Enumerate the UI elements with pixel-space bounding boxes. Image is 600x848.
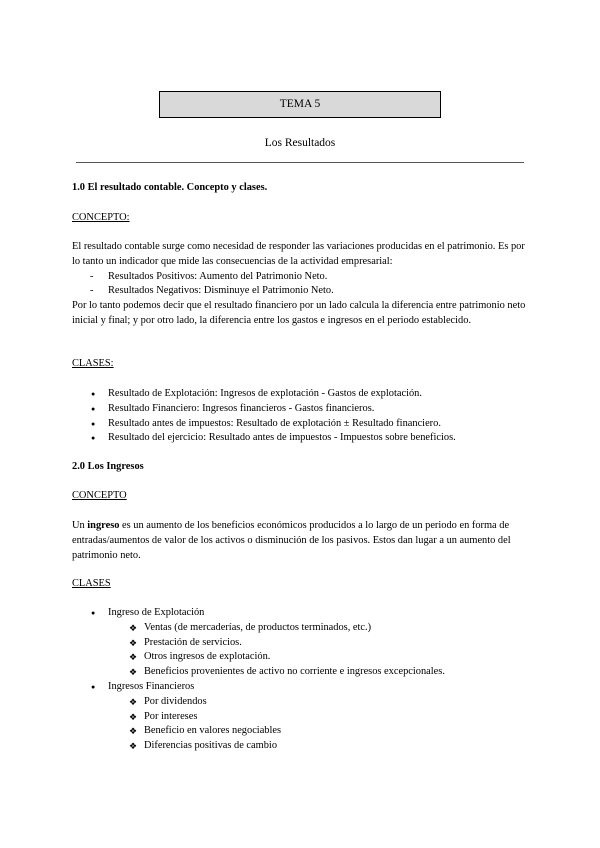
header-divider — [76, 162, 524, 163]
list-item: ❖ Beneficios provenientes de activo no corriente e ingresos excepcionales. — [108, 665, 532, 680]
group-label: Ingresos Financieros — [108, 680, 195, 692]
section-1-paragraph-2: Por lo tanto podemos decir que el resultado financiero por un lado calcula la diferencia entre patrimonio neto inicial y final; y por otro lado, la diferencia entre los gastos e ingresos en el periodo establecido. — [72, 300, 526, 326]
list-item: ❖ Beneficio en valores negociables — [108, 724, 532, 739]
list-item: ❖ Prestación de servicios. — [108, 636, 532, 651]
section-2-heading: 2.0 Los Ingresos — [72, 461, 144, 472]
section-2-clases-list — [72, 606, 532, 754]
section-2-clases-label: CLASES — [72, 578, 111, 589]
list-item: ❖ Otros ingresos de explotación. — [108, 650, 532, 665]
paragraph-prefix: Un — [72, 520, 88, 531]
section-1-clases-label: CLASES: — [72, 358, 114, 369]
section-2-concepto-label: CONCEPTO — [72, 490, 127, 501]
financieros-sublist — [108, 695, 532, 754]
section-1-paragraph-1: El resultado contable surge como necesidad de responder las variaciones producidas en el patrimonio. Es por lo tanto un indicador que mide las consecuencias de la actividad empresarial: — [72, 241, 525, 267]
section-1-concepto-label: CONCEPTO: — [72, 212, 130, 223]
list-item: - Resultados Positivos: Aumento del Patrimonio Neto. — [72, 270, 532, 285]
list-item: ❖ Diferencias positivas de cambio — [108, 739, 532, 754]
page-subtitle: Los Resultados — [264, 137, 336, 149]
section-2-paragraph — [72, 519, 532, 563]
tema-title: TEMA 5 — [279, 98, 321, 110]
list-item — [72, 680, 532, 754]
list-item: ● Resultado antes de impuestos: Resultado de explotación ± Resultado financiero. — [72, 417, 532, 432]
paragraph-rest: es un aumento de los beneficios económicos producidos a lo largo de un periodo en forma de entradas/aumentos de valor de los activos o disminución de los pasivos. Estos dan lugar a un aumento del patrimonio neto. — [72, 520, 511, 561]
list-item: ● Resultado de Explotación: Ingresos de explotación - Gastos de explotación. — [72, 387, 532, 402]
section-1-heading: 1.0 El resultado contable. Concepto y clases. — [72, 182, 268, 193]
tema-title-box — [159, 91, 441, 118]
group-label: Ingreso de Explotación — [108, 607, 205, 618]
list-item: - Resultados Negativos: Disminuye el Patrimonio Neto. — [72, 284, 532, 299]
section-1-clases-list — [72, 387, 532, 446]
result-types-list — [72, 270, 532, 300]
list-item: ❖ Por intereses — [108, 710, 532, 725]
list-item: ❖ Por dividendos — [108, 695, 532, 710]
explotacion-sublist — [108, 621, 532, 680]
list-item — [72, 606, 532, 680]
list-item: ● Resultado del ejercicio: Resultado antes de impuestos - Impuestos sobre beneficios. — [72, 431, 532, 446]
list-item: ● Resultado Financiero: Ingresos financieros - Gastos financieros. — [72, 402, 532, 417]
ingreso-term: ingreso — [87, 520, 120, 531]
list-item: ❖ Ventas (de mercaderías, de productos terminados, etc.) — [108, 621, 532, 636]
section-1-body — [72, 240, 532, 329]
